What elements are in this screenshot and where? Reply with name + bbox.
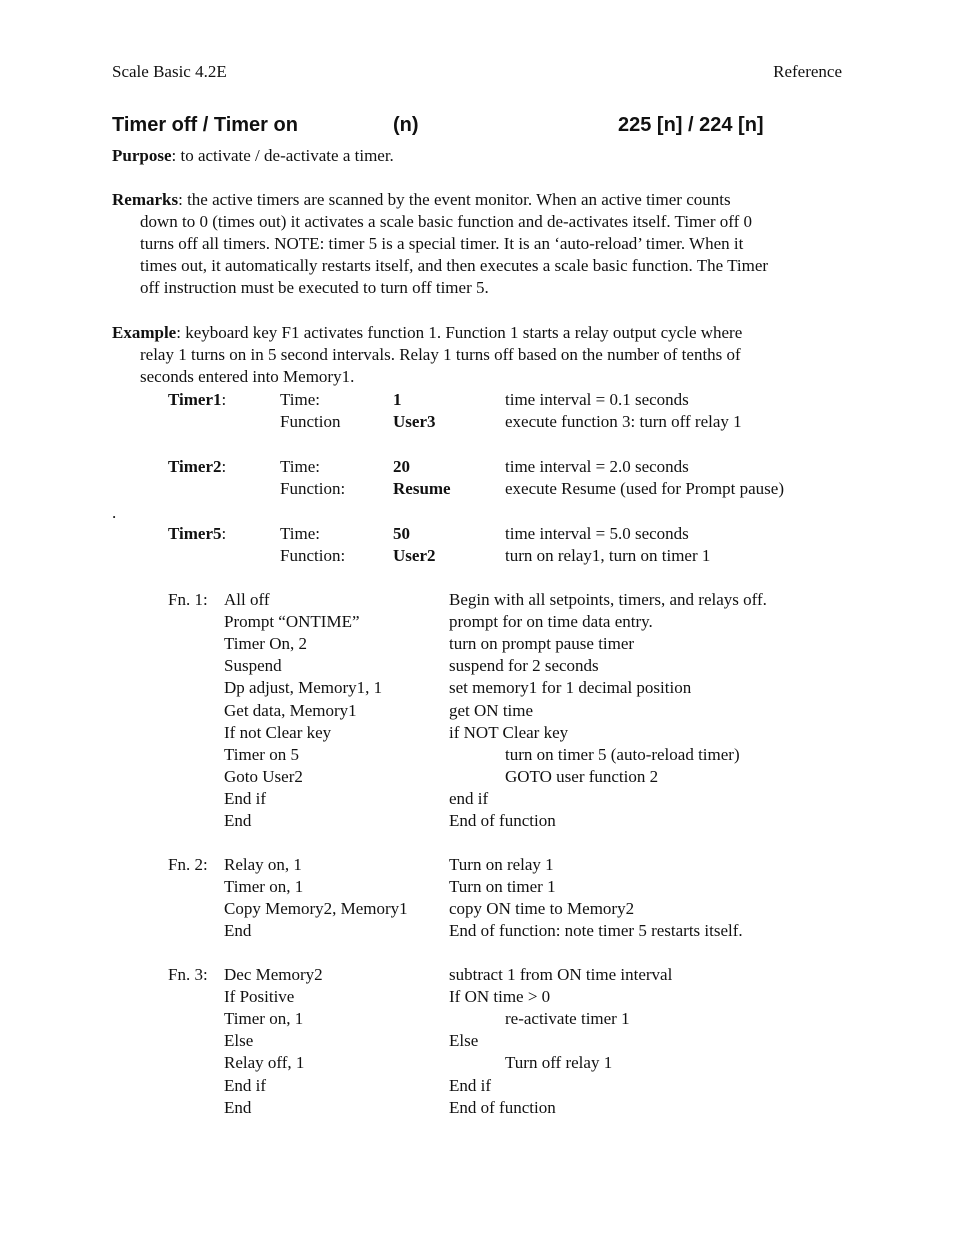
code-line: End — [224, 1097, 252, 1117]
code-comment: end if — [449, 788, 489, 808]
code-line: Suspend — [224, 656, 282, 676]
code-comment: Else — [449, 1031, 479, 1051]
stray-dot: . — [112, 503, 117, 522]
remarks-line: turns off all timers. NOTE: timer 5 is a special timer. It is an ‘auto-reload’ timer. When it — [140, 234, 744, 253]
code-line: Dec Memory2 — [224, 965, 323, 984]
timer-value: 1 — [393, 390, 402, 409]
remarks-line: : the active timers are scanned by the event monitor. When an active timer counts — [178, 190, 731, 209]
timer-field: Function — [280, 412, 341, 431]
timer-field: Time: — [280, 390, 321, 409]
running-header-right: Reference — [773, 62, 842, 81]
code-line: End if — [224, 1075, 267, 1095]
code-line: Relay off, 1 — [224, 1053, 305, 1073]
remarks-label: Remarks — [112, 190, 179, 209]
code-comment: get ON time — [449, 700, 534, 720]
timer-description: time interval = 5.0 seconds — [505, 524, 689, 543]
code-comment: turn on prompt pause timer — [449, 634, 635, 654]
example-label: Example — [112, 323, 177, 342]
code-comment: Begin with all setpoints, timers, and relays off. — [449, 590, 767, 609]
code-line: End — [224, 921, 252, 941]
code-line: Relay on, 1 — [224, 855, 302, 874]
code-line: Copy Memory2, Memory1 — [224, 899, 408, 919]
timer-field: Time: — [280, 457, 321, 476]
purpose-label: Purpose — [112, 146, 172, 165]
code-comment: re-activate timer 1 — [505, 1009, 630, 1029]
code-line: Dp adjust, Memory1, 1 — [224, 678, 383, 698]
code-line: Get data, Memory1 — [224, 700, 357, 720]
code-comment: turn on timer 5 (auto-reload timer) — [505, 744, 740, 764]
code-comment: suspend for 2 seconds — [449, 656, 599, 676]
timer-field: Function: — [280, 546, 346, 565]
timer-value: Resume — [393, 479, 451, 498]
example-line: relay 1 turns on in 5 second intervals. Relay 1 turns off based on the number of tenths of — [140, 345, 741, 364]
remarks-line: times out, it automatically restarts itself, and then executes a scale basic function. The Timer — [140, 256, 769, 275]
code-comment: if NOT Clear key — [449, 722, 569, 742]
running-header-left: Scale Basic 4.2E — [112, 62, 227, 81]
function-label: Fn. 3: — [168, 965, 208, 984]
code-line: Timer on, 1 — [224, 1009, 304, 1029]
code-comment: set memory1 for 1 decimal position — [449, 678, 692, 698]
code-line: Goto User2 — [224, 766, 303, 786]
timer-name: Timer2: — [168, 457, 227, 476]
timer-description: execute Resume (used for Prompt pause) — [505, 479, 784, 498]
timer-field: Time: — [280, 524, 321, 543]
function-label: Fn. 2: — [168, 855, 208, 874]
code-comment: End of function — [449, 1097, 556, 1117]
remarks-line: off instruction must be executed to turn off timer 5. — [140, 278, 489, 297]
timer-value: 20 — [393, 457, 410, 476]
purpose-text: : to activate / de-activate a timer. — [171, 146, 394, 165]
code-line: Prompt “ONTIME” — [224, 612, 360, 632]
title-opcodes: 225 [n] / 224 [n] — [618, 114, 764, 136]
code-line: Timer on, 1 — [224, 877, 304, 897]
code-comment: End if — [449, 1075, 492, 1095]
code-line: End — [224, 811, 252, 830]
code-comment: prompt for on time data entry. — [449, 612, 653, 632]
code-comment: End of function — [449, 811, 556, 830]
timer-field: Function: — [280, 479, 346, 498]
code-line: All off — [224, 590, 270, 609]
example-line: seconds entered into Memory1. — [140, 367, 355, 386]
timer-description: time interval = 2.0 seconds — [505, 457, 689, 476]
code-line: Else — [224, 1031, 254, 1051]
example-line: : keyboard key F1 activates function 1. Function 1 starts a relay output cycle where — [176, 323, 743, 342]
timer-value: User3 — [393, 412, 436, 431]
code-comment: If ON time > 0 — [449, 987, 551, 1007]
function-label: Fn. 1: — [168, 590, 208, 609]
timer-value: User2 — [393, 546, 436, 565]
code-comment: Turn off relay 1 — [505, 1053, 613, 1073]
code-line: If not Clear key — [224, 722, 332, 742]
example-paragraph — [112, 322, 842, 388]
code-line: Timer on 5 — [224, 744, 299, 764]
timer-description: turn on relay1, turn on timer 1 — [505, 546, 711, 565]
remarks-line: down to 0 (times out) it activates a scale basic function and de-activates itself. Timer off 0 — [140, 212, 752, 231]
timer-description: execute function 3: turn off relay 1 — [505, 412, 742, 431]
timer-description: time interval = 0.1 seconds — [505, 390, 689, 409]
code-comment: End of function: note timer 5 restarts itself. — [449, 921, 743, 941]
code-comment: copy ON time to Memory2 — [449, 899, 635, 919]
purpose-paragraph — [112, 145, 842, 167]
code-comment: Turn on timer 1 — [449, 877, 556, 897]
page-title: Timer off / Timer on — [112, 114, 298, 136]
remarks-paragraph — [112, 189, 842, 299]
code-line: If Positive — [224, 987, 295, 1007]
code-comment: subtract 1 from ON time interval — [449, 965, 673, 984]
timer-name: Timer1: — [168, 390, 227, 409]
code-line: Timer On, 2 — [224, 634, 307, 654]
code-line: End if — [224, 788, 267, 808]
timer-name: Timer5: — [168, 524, 227, 543]
timer-value: 50 — [393, 524, 410, 543]
code-comment: Turn on relay 1 — [449, 855, 554, 874]
title-parameter: (n) — [393, 114, 419, 136]
code-comment: GOTO user function 2 — [505, 766, 659, 786]
